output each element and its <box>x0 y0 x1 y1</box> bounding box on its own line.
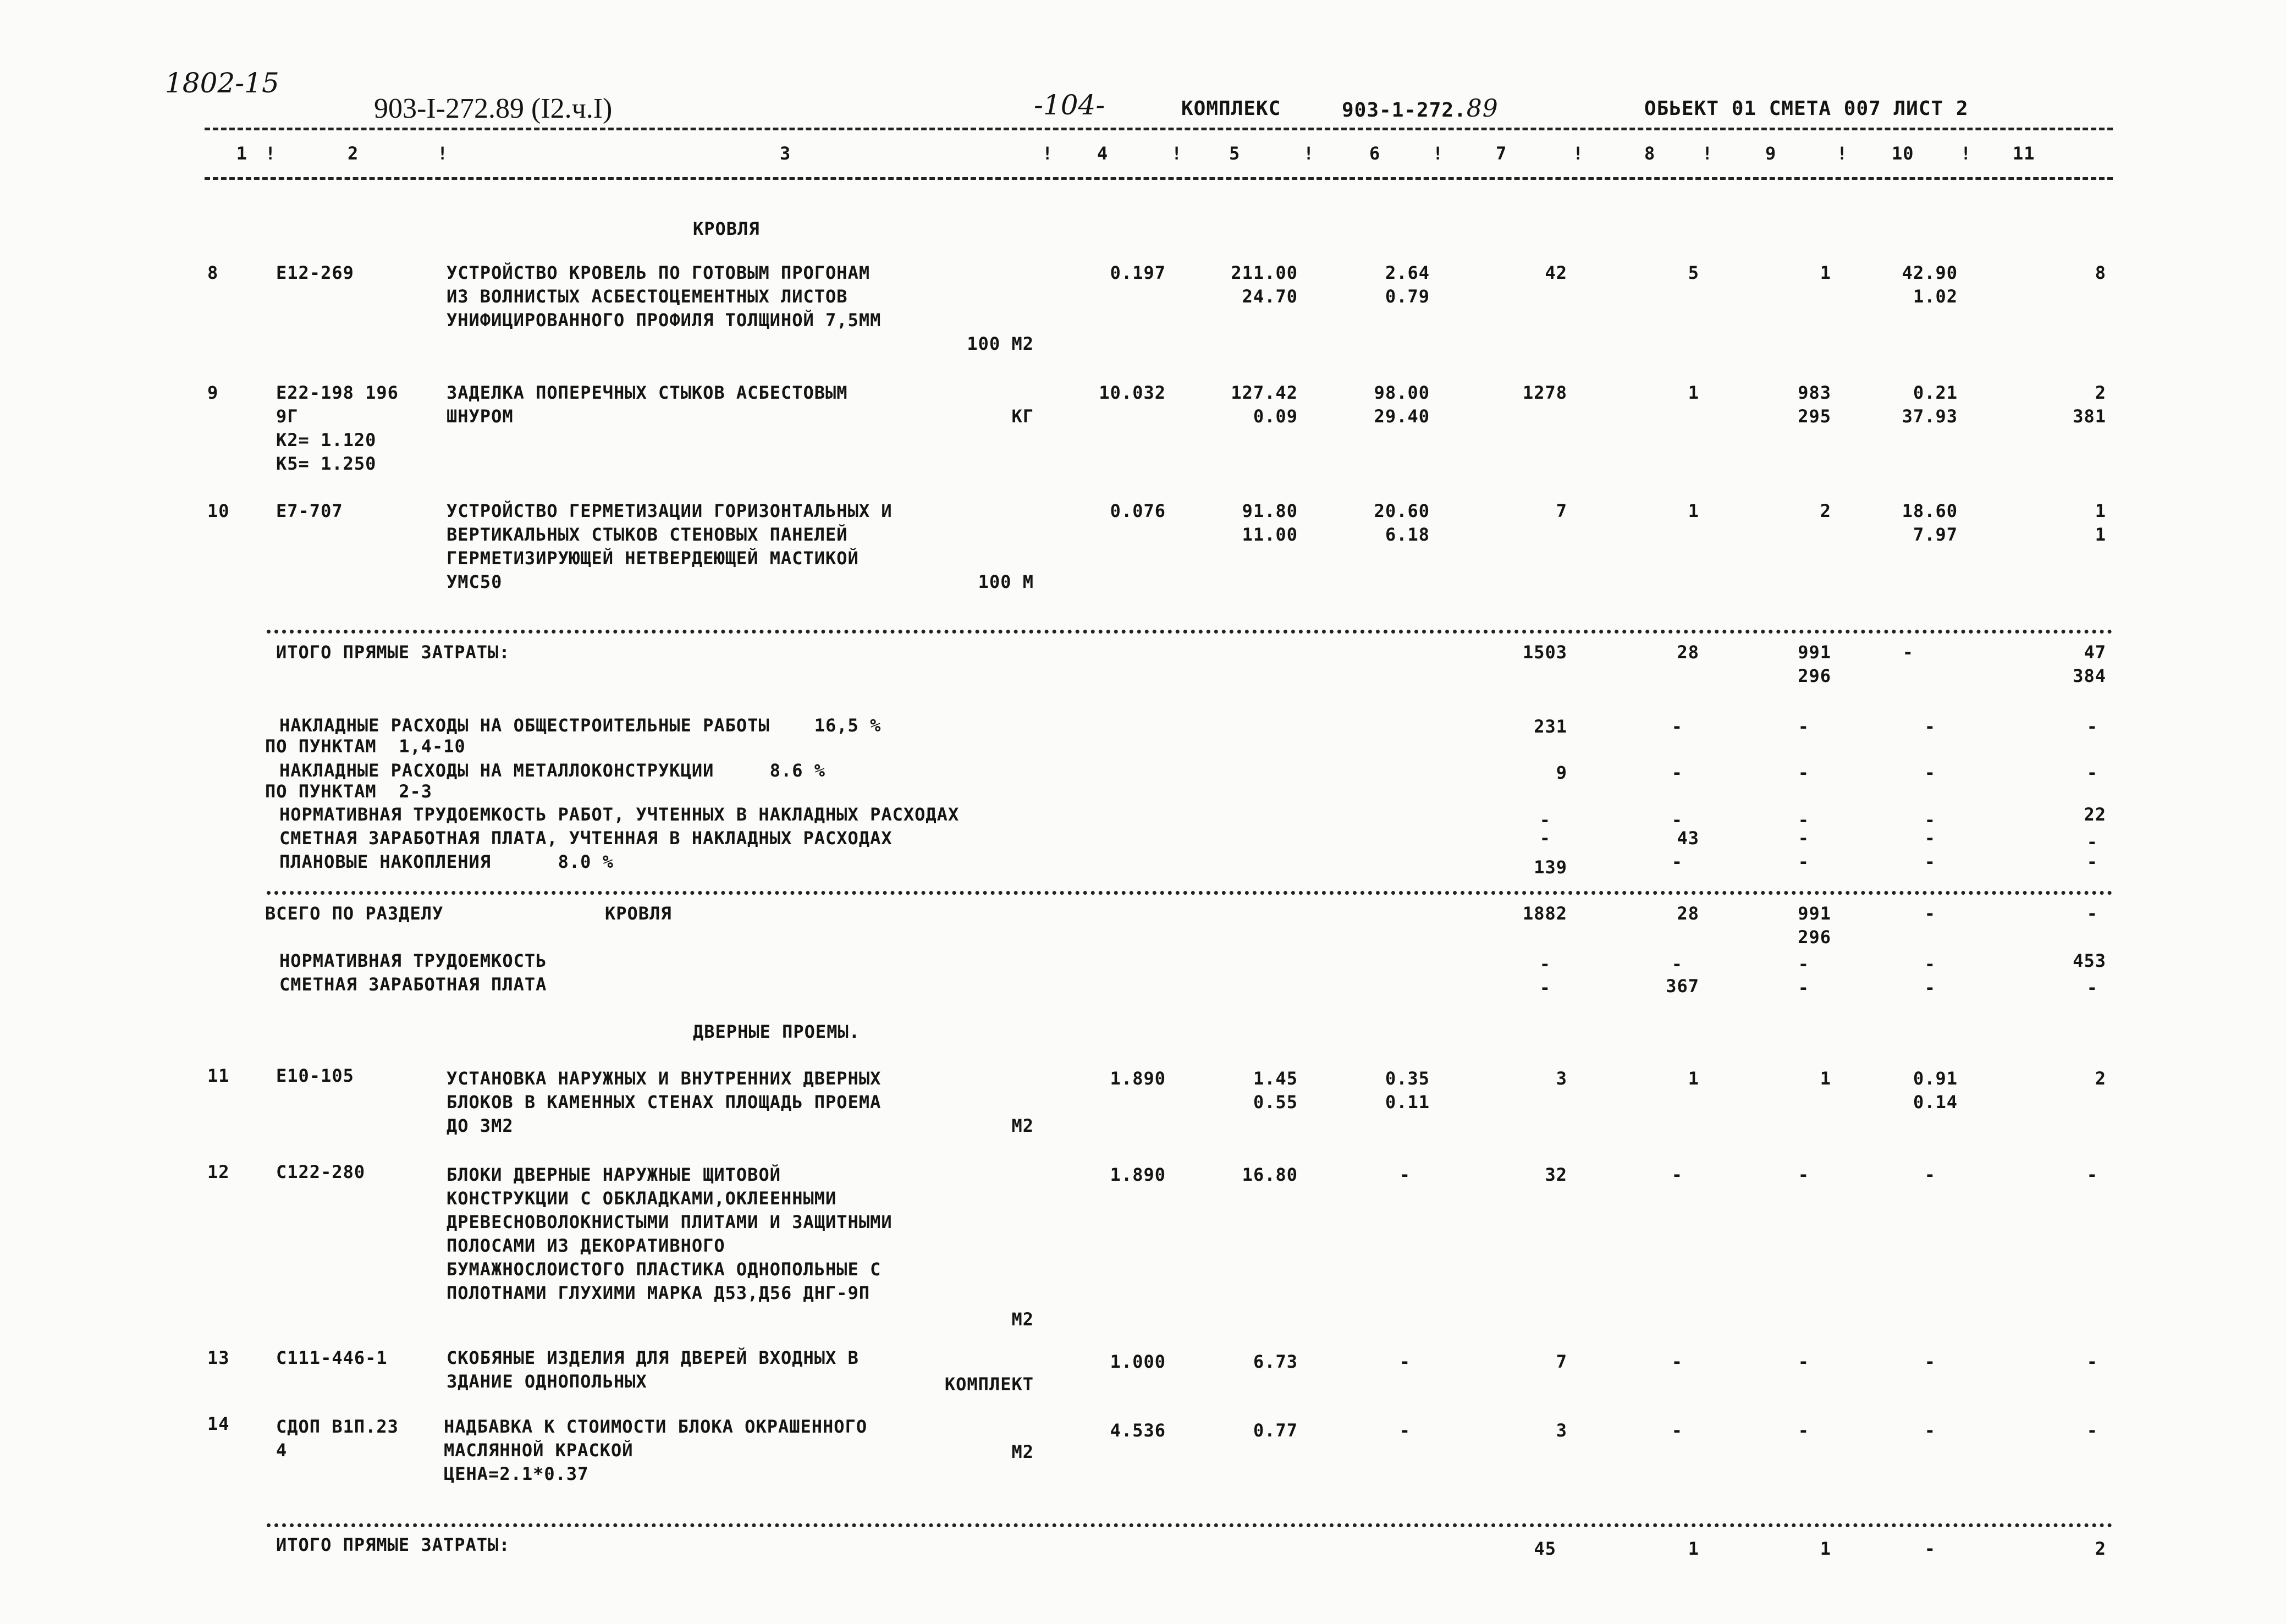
col-5: 5 <box>1229 143 1241 164</box>
complex-year: 89 <box>1466 95 1499 123</box>
grand-label: ВСЕГО ПО РАЗДЕЛУ <box>265 903 444 924</box>
work-description: ИЗ ВОЛНИСТЫХ АСБЕСТОЦЕМЕНТНЫХ ЛИСТОВ <box>447 286 848 307</box>
overhead-line: НАКЛАДНЫЕ РАСХОДЫ НА ОБЩЕСТРОИТЕЛЬНЫЕ РАБОТЫ 16,5 % <box>279 715 882 736</box>
col-11-sub: 1 <box>2095 524 2106 545</box>
summary-c9: - <box>1798 954 1809 975</box>
overhead-c9: - <box>1798 716 1809 737</box>
price-code: Е10-105 <box>276 1065 354 1086</box>
work-description: МАСЛЯННОЙ КРАСКОЙ <box>444 1440 634 1461</box>
total-cost: 3 <box>1556 1068 1567 1089</box>
col-11: 11 <box>2013 143 2035 164</box>
col-10-value: 0.91 <box>1913 1068 1958 1089</box>
overhead-c11: - <box>2086 716 2098 737</box>
col-10-value: 42.90 <box>1902 262 1958 283</box>
unit: КГ <box>1011 406 1034 427</box>
work-description: ГЕРМЕТИЗИРУЮЩЕЙ НЕТВЕРДЕЮЩЕЙ МАСТИКОЙ <box>447 548 859 569</box>
overhead-c11: - <box>2086 762 2098 783</box>
col-8-value: 1 <box>1688 1068 1699 1089</box>
col-11-value: - <box>2086 1164 2098 1185</box>
cost-6-sub: 29.40 <box>1374 406 1430 427</box>
col-8-value: 1 <box>1688 382 1699 403</box>
col-9-value: - <box>1798 1164 1809 1185</box>
unit: М2 <box>1011 1115 1034 1136</box>
coefficient: К5= 1.250 <box>276 453 377 474</box>
col-1: 1 <box>236 143 247 164</box>
col-9-value: - <box>1798 1420 1809 1441</box>
cost-6: - <box>1399 1164 1411 1185</box>
header-bottom-rule <box>205 177 2113 180</box>
overhead-c11: - <box>2086 832 2098 852</box>
col-8: 8 <box>1644 143 1656 164</box>
col-11-value: 8 <box>2095 262 2106 283</box>
overhead-line: НАКЛАДНЫЕ РАСХОДЫ НА МЕТАЛЛОКОНСТРУКЦИИ 8.6 % <box>279 760 826 781</box>
cost-6: 0.35 <box>1385 1068 1430 1089</box>
overhead-c8: - <box>1671 716 1683 737</box>
col-10-value: 0.21 <box>1913 382 1958 403</box>
row-number: 9 <box>207 382 219 403</box>
col-8-value: 5 <box>1688 262 1699 283</box>
summary-c8: - <box>1671 954 1683 975</box>
unit: КОМПЛЕКТ <box>944 1374 1034 1395</box>
summary-c10: - <box>1924 977 1936 998</box>
quantity: 4.536 <box>1110 1420 1166 1441</box>
price-code: Е12-269 <box>276 262 354 283</box>
cost-6: - <box>1399 1420 1411 1441</box>
object-info: ОБЬЕКТ 01 СМЕТА 007 ЛИСТ 2 <box>1644 97 1969 120</box>
row-number: 13 <box>207 1347 230 1368</box>
col-8-value: 1 <box>1688 500 1699 521</box>
work-description: БУМАЖНОСЛОИСТОГО ПЛАСТИКА ОДНОПОЛЬНЫЕ С <box>447 1259 882 1280</box>
col-9-sub: 295 <box>1798 406 1831 427</box>
overhead-c11: 22 <box>2084 804 2106 825</box>
overhead-c8: - <box>1671 762 1683 783</box>
work-description: БЛОКОВ В КАМЕННЫХ СТЕНАХ ПЛОЩАДЬ ПРОЕМА <box>447 1092 882 1113</box>
row-number: 14 <box>207 1413 230 1434</box>
total-c11: 2 <box>2095 1538 2106 1559</box>
col-10-value: - <box>1924 1420 1936 1441</box>
col-8-value: - <box>1671 1164 1683 1185</box>
summary-c10: - <box>1924 954 1936 975</box>
unit-cost-wage: 0.09 <box>1253 406 1298 427</box>
col-10-sub: 0.14 <box>1913 1092 1958 1113</box>
col-11-sub: 381 <box>2073 406 2106 427</box>
price-code: С111-446-1 <box>276 1347 388 1368</box>
total-cost: 42 <box>1545 262 1567 283</box>
grand-c8: 28 <box>1677 903 1699 924</box>
grand-c9-sub: 296 <box>1798 927 1831 948</box>
unit: 100 М <box>978 571 1034 592</box>
summary-label: НОРМАТИВНАЯ ТРУДОЕМКОСТЬ <box>279 950 547 971</box>
work-description: КОНСТРУКЦИИ С ОБКЛАДКАМИ,ОКЛЕЕННЫМИ <box>447 1188 837 1209</box>
overhead-c7: 139 <box>1534 857 1567 878</box>
total-cost: 3 <box>1556 1420 1567 1441</box>
summary-label: СМЕТНАЯ ЗАРАБОТНАЯ ПЛАТА <box>279 974 547 995</box>
col-11-value: - <box>2086 1351 2098 1372</box>
col-11-value: - <box>2086 1420 2098 1441</box>
overhead-line: ПЛАНОВЫЕ НАКОПЛЕНИЯ 8.0 % <box>279 851 614 872</box>
work-description: УСТРОЙСТВО ГЕРМЕТИЗАЦИИ ГОРИЗОНТАЛЬНЫХ И <box>447 500 893 521</box>
quantity: 1.890 <box>1110 1164 1166 1185</box>
price-code: С122-280 <box>276 1161 366 1182</box>
complex-code: 903-1-272.89 <box>1342 95 1499 123</box>
quantity: 1.000 <box>1110 1351 1166 1372</box>
overhead-line: СМЕТНАЯ ЗАРАБОТНАЯ ПЛАТА, УЧТЕННАЯ В НАКЛАДНЫХ РАСХОДАХ <box>279 828 893 849</box>
work-description: ДО 3М2 <box>447 1115 514 1136</box>
col-9-value: - <box>1798 1351 1809 1372</box>
row-number: 10 <box>207 500 230 521</box>
col-10-sub: 37.93 <box>1902 406 1958 427</box>
unit: М2 <box>1011 1441 1034 1462</box>
total-c9: 991 <box>1798 642 1831 663</box>
unit-cost-wage: 24.70 <box>1242 286 1298 307</box>
col-8-value: - <box>1671 1420 1683 1441</box>
work-description: ПОЛОСАМИ ИЗ ДЕКОРАТИВНОГО <box>447 1235 725 1256</box>
total-c11: 47 <box>2084 642 2106 663</box>
overhead-c7: 231 <box>1534 716 1567 737</box>
col-10-value: - <box>1924 1164 1936 1185</box>
col-7: 7 <box>1496 143 1507 164</box>
col-9-value: 983 <box>1798 382 1831 403</box>
total-c8: 28 <box>1677 642 1699 663</box>
complex-label: КОМПЛЕКС <box>1181 97 1281 120</box>
col-4: 4 <box>1097 143 1109 164</box>
grand-c7: 1882 <box>1522 903 1567 924</box>
document-code: 903-I-272.89 (I2.ч.I) <box>374 93 613 124</box>
overhead-c10: - <box>1924 828 1936 849</box>
summary-c8: 367 <box>1666 976 1699 997</box>
col-6: 6 <box>1369 143 1381 164</box>
overhead-c8: 43 <box>1677 828 1699 849</box>
cost-6: 98.00 <box>1374 382 1430 403</box>
page-number: -104- <box>1034 89 1105 121</box>
work-description: ПОЛОТНАМИ ГЛУХИМИ МАРКА Д53,Д56 ДНГ-9П <box>447 1282 871 1303</box>
work-description: ДРЕВЕСНОВОЛОКНИСТЫМИ ПЛИТАМИ И ЗАЩИТНЫМИ <box>447 1212 893 1232</box>
unit-cost: 0.77 <box>1253 1420 1298 1441</box>
total-c9: 1 <box>1820 1538 1831 1559</box>
cost-6-sub: 0.79 <box>1385 286 1430 307</box>
overhead-c9: - <box>1798 828 1809 849</box>
row-number: 11 <box>207 1065 230 1086</box>
summary-c9: - <box>1798 977 1809 998</box>
row-number: 12 <box>207 1161 230 1182</box>
coefficient: К2= 1.120 <box>276 430 377 450</box>
grand-c9: 991 <box>1798 903 1831 924</box>
cost-6: 2.64 <box>1385 262 1430 283</box>
quantity: 1.890 <box>1110 1068 1166 1089</box>
col-10-value: 18.60 <box>1902 500 1958 521</box>
total-cost: 32 <box>1545 1164 1567 1185</box>
price-code: Е7-707 <box>276 500 343 521</box>
col-11-value: 2 <box>2095 1068 2106 1089</box>
work-description: ЦЕНА=2.1*0.37 <box>444 1463 589 1484</box>
col-3: 3 <box>780 143 791 164</box>
summary-c11: - <box>2086 977 2098 998</box>
dotted-separator <box>267 1523 2113 1527</box>
overhead-c7: 9 <box>1556 762 1567 783</box>
col-9-value: 1 <box>1820 1068 1831 1089</box>
cost-6-sub: 6.18 <box>1385 524 1430 545</box>
price-code: СДОП В1П.23 <box>276 1416 399 1437</box>
quantity: 0.076 <box>1110 500 1166 521</box>
overhead-line: ПО ПУНКТАМ 1,4-10 <box>265 736 466 757</box>
overhead-c9: - <box>1798 762 1809 783</box>
col-10-sub: 7.97 <box>1913 524 1958 545</box>
unit-cost-wage: 11.00 <box>1242 524 1298 545</box>
overhead-c10: - <box>1924 851 1936 872</box>
handwritten-ref: 1802-15 <box>165 67 279 99</box>
row-number: 8 <box>207 262 219 283</box>
total-cost: 7 <box>1556 500 1567 521</box>
grand-section-name: КРОВЛЯ <box>605 903 672 924</box>
overhead-c8: - <box>1671 810 1683 830</box>
work-description: УСТАНОВКА НАРУЖНЫХ И ВНУТРЕННИХ ДВЕРНЫХ <box>447 1068 882 1089</box>
total-cost: 7 <box>1556 1351 1567 1372</box>
col-9-value: 1 <box>1820 262 1831 283</box>
col-9: 9 <box>1765 143 1777 164</box>
total-c8: 1 <box>1688 1538 1699 1559</box>
col-11-value: 2 <box>2095 382 2106 403</box>
unit: 100 М2 <box>967 333 1034 354</box>
price-code: 9Г <box>276 406 299 427</box>
cost-6: - <box>1399 1351 1411 1372</box>
unit-cost: 6.73 <box>1253 1351 1298 1372</box>
work-description: БЛОКИ ДВЕРНЫЕ НАРУЖНЫЕ ЩИТОВОЙ <box>447 1164 781 1185</box>
overhead-c7: - <box>1539 810 1551 830</box>
col-10-value: - <box>1924 1351 1936 1372</box>
work-description: ВЕРТИКАЛЬНЫХ СТЫКОВ СТЕНОВЫХ ПАНЕЛЕЙ <box>447 524 848 545</box>
dotted-separator <box>267 630 2113 634</box>
total-c7: 45 <box>1534 1538 1556 1559</box>
work-description: УМС50 <box>447 571 503 592</box>
work-description: УСТРОЙСТВО КРОВЕЛЬ ПО ГОТОВЫМ ПРОГОНАМ <box>447 262 871 283</box>
dotted-separator <box>267 891 2113 895</box>
total-c9-sub: 296 <box>1798 665 1831 686</box>
work-description: ЗДАНИЕ ОДНОПОЛЬНЫХ <box>447 1371 647 1392</box>
overhead-c7: - <box>1539 828 1551 849</box>
col-9-value: 2 <box>1820 500 1831 521</box>
unit-cost: 211.00 <box>1231 262 1298 283</box>
quantity: 0.197 <box>1110 262 1166 283</box>
section-title-door-openings: ДВЕРНЫЕ ПРОЕМЫ. <box>693 1021 860 1042</box>
unit-cost: 1.45 <box>1253 1068 1298 1089</box>
overhead-line: НОРМАТИВНАЯ ТРУДОЕМКОСТЬ РАБОТ, УЧТЕННЫХ В НАКЛАДНЫХ РАСХОДАХ <box>279 804 960 825</box>
overhead-c10: - <box>1924 716 1936 737</box>
grand-c10: - <box>1924 903 1936 924</box>
quantity: 10.032 <box>1099 382 1166 403</box>
unit-cost: 91.80 <box>1242 500 1298 521</box>
summary-c11: 453 <box>2073 950 2106 971</box>
total-cost: 1278 <box>1522 382 1567 403</box>
summary-c7: - <box>1539 977 1551 998</box>
overhead-c10: - <box>1924 810 1936 830</box>
price-code: Е22-198 196 <box>276 382 399 403</box>
total-label: ИТОГО ПРЯМЫЕ ЗАТРАТЫ: <box>276 642 510 663</box>
work-description: НАДБАВКА К СТОИМОСТИ БЛОКА ОКРАШЕННОГО <box>444 1416 868 1437</box>
total-label: ИТОГО ПРЯМЫЕ ЗАТРАТЫ: <box>276 1534 510 1555</box>
grand-c11: - <box>2086 903 2098 924</box>
summary-c7: - <box>1539 954 1551 975</box>
col-10-sub: 1.02 <box>1913 286 1958 307</box>
cost-6: 20.60 <box>1374 500 1430 521</box>
total-c10: - <box>1924 1538 1936 1559</box>
overhead-c9: - <box>1798 851 1809 872</box>
work-description: СКОБЯНЫЕ ИЗДЕЛИЯ ДЛЯ ДВЕРЕЙ ВХОДНЫХ В <box>447 1347 859 1368</box>
total-c11-sub: 384 <box>2073 665 2106 686</box>
header-top-rule <box>205 128 2113 130</box>
unit-cost-wage: 0.55 <box>1253 1092 1298 1113</box>
col-10: 10 <box>1892 143 1914 164</box>
col-11-value: 1 <box>2095 500 2106 521</box>
work-description: УНИФИЦИРОВАННОГО ПРОФИЛЯ ТОЛЩИНОЙ 7,5ММ <box>447 310 882 331</box>
overhead-c10: - <box>1924 762 1936 783</box>
overhead-c11: - <box>2086 851 2098 872</box>
unit-cost: 16.80 <box>1242 1164 1298 1185</box>
overhead-line: ПО ПУНКТАМ 2-3 <box>265 781 432 802</box>
col-2: 2 <box>348 143 359 164</box>
work-description: ЗАДЕЛКА ПОПЕРЕЧНЫХ СТЫКОВ АСБЕСТОВЫМ <box>447 382 848 403</box>
section-title-roofing: КРОВЛЯ <box>693 218 760 239</box>
unit-cost: 127.42 <box>1231 382 1298 403</box>
overhead-c9: - <box>1798 810 1809 830</box>
unit: М2 <box>1011 1309 1034 1330</box>
work-description: ШНУРОМ <box>447 406 514 427</box>
cost-6-sub: 0.11 <box>1385 1092 1430 1113</box>
col-8-value: - <box>1671 1351 1683 1372</box>
total-c7: 1503 <box>1522 642 1567 663</box>
price-code: 4 <box>276 1440 288 1461</box>
total-c10: - <box>1902 642 1914 663</box>
overhead-c8: - <box>1671 851 1683 872</box>
